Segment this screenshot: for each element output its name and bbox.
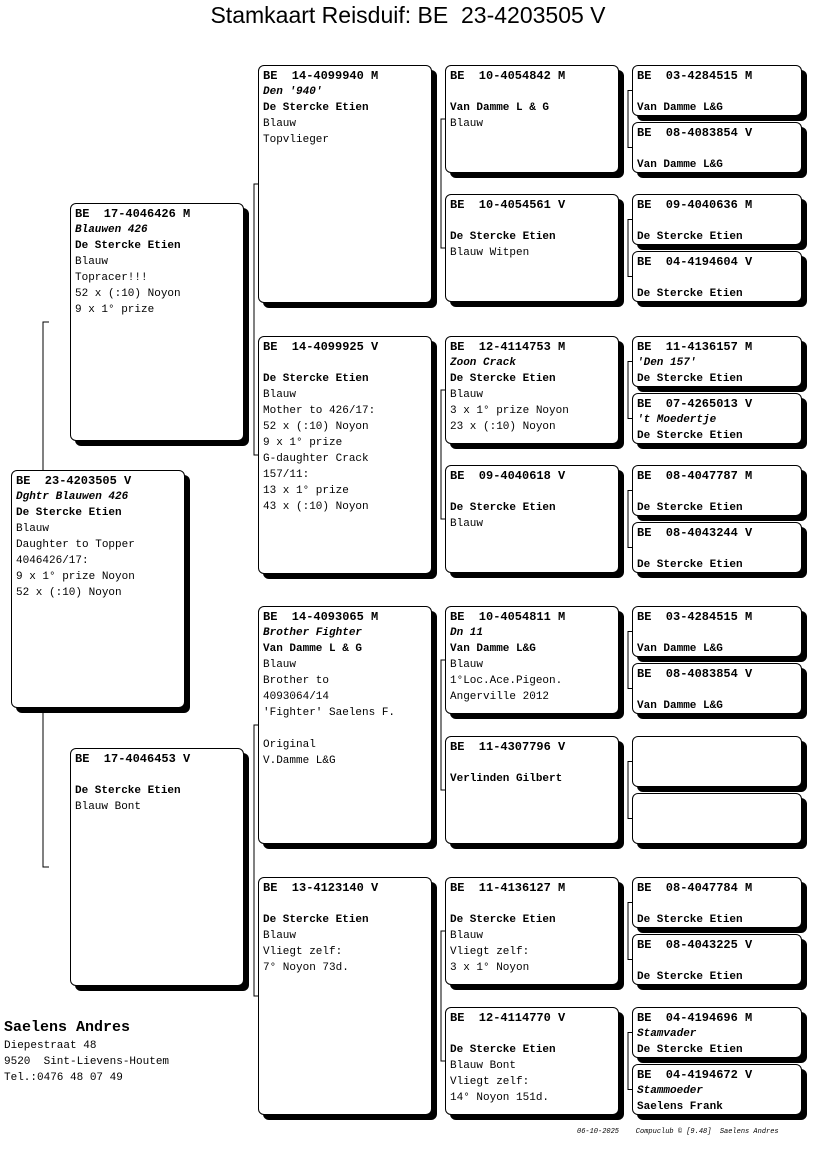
pigeon-name: 'Den 157' xyxy=(637,357,697,369)
info-line: 14° Noyon 151d. xyxy=(450,1092,550,1104)
pigeon-card-g16 xyxy=(632,1064,802,1115)
ring-number: BE 07-4265013 V xyxy=(637,397,753,411)
info-line: 52 x (:10) Noyon xyxy=(75,288,181,300)
pigeon-name: Stammoeder xyxy=(637,1085,704,1097)
info-line: Blauw xyxy=(450,930,484,942)
info-line: 13 x 1° prize xyxy=(263,485,349,497)
pigeon-name: Stamvader xyxy=(637,1028,697,1040)
info-line: Blauw xyxy=(16,523,50,535)
info-line: 4046426/17: xyxy=(16,555,89,567)
ring-number: BE 10-4054561 V xyxy=(450,198,566,212)
ring-number: BE 14-4099940 M xyxy=(263,69,379,83)
pigeon-card-g6 xyxy=(632,393,802,444)
pigeon-card-mmm xyxy=(445,1007,619,1115)
info-line: Blauw xyxy=(263,118,297,130)
info-line: Blauw Witpen xyxy=(450,247,530,259)
ring-number: BE 04-4194672 V xyxy=(637,1068,753,1082)
info-line: 52 x (:10) Noyon xyxy=(16,587,122,599)
info-line: G-daughter Crack xyxy=(263,453,369,465)
footer-credit: 06-10-2025 Compuclub © [9.48] Saelens Andres xyxy=(577,1128,779,1136)
breeder-name: De Stercke Etien xyxy=(263,102,369,114)
info-line: Blauw xyxy=(263,389,297,401)
ring-number: BE 04-4194696 M xyxy=(637,1011,753,1025)
info-line: 4093064/14 xyxy=(263,691,330,703)
info-line: Topvlieger xyxy=(263,134,330,146)
info-line: 9 x 1° prize xyxy=(75,304,155,316)
pigeon-card-g14 xyxy=(632,934,802,985)
info-line: Daughter to Topper xyxy=(16,539,135,551)
ring-number: BE 09-4040618 V xyxy=(450,469,566,483)
pigeon-card-mfm xyxy=(445,736,619,844)
info-line: 52 x (:10) Noyon xyxy=(263,421,369,433)
breeder-name: De Stercke Etien xyxy=(450,231,556,243)
pigeon-card-fmm xyxy=(445,465,619,573)
pigeon-card-g5 xyxy=(632,336,802,387)
spacer xyxy=(450,1026,614,1042)
spacer xyxy=(637,84,797,100)
pigeon-card-g12 xyxy=(632,793,802,844)
spacer xyxy=(263,896,427,912)
owner-name: Saelens Andres xyxy=(4,1019,131,1036)
breeder-name: De Stercke Etien xyxy=(75,240,181,252)
spacer xyxy=(450,755,614,771)
ring-number: BE 08-4047787 M xyxy=(637,469,753,483)
info-line: 43 x (:10) Noyon xyxy=(263,501,369,513)
spacer xyxy=(637,682,797,698)
breeder-name: De Stercke Etien xyxy=(450,502,556,514)
info-line: Blauw xyxy=(263,930,297,942)
pigeon-card-mother xyxy=(70,748,244,986)
ring-number: BE 10-4054842 M xyxy=(450,69,566,83)
info-line: Blauw xyxy=(263,659,297,671)
breeder-name: De Stercke Etien xyxy=(450,373,556,385)
ring-number: BE 14-4093065 M xyxy=(263,610,379,624)
pigeon-card-main xyxy=(11,470,185,708)
ring-number: BE 11-4136127 M xyxy=(450,881,566,895)
spacer xyxy=(450,896,614,912)
ring-number: BE 08-4083854 V xyxy=(637,126,753,140)
info-line: 3 x 1° Noyon xyxy=(450,962,530,974)
spacer xyxy=(637,270,797,286)
info-line: Original xyxy=(263,739,316,751)
info-line: Blauw xyxy=(450,389,484,401)
owner-phone: Tel.:0476 48 07 49 xyxy=(4,1072,123,1084)
spacer xyxy=(450,484,614,500)
spacer xyxy=(450,213,614,229)
pigeon-card-ffm xyxy=(445,194,619,302)
breeder-name: Van Damme L&G xyxy=(637,700,723,712)
spacer xyxy=(637,141,797,157)
breeder-name: De Stercke Etien xyxy=(637,430,743,442)
info-line: 9 x 1° prize Noyon xyxy=(16,571,135,583)
pigeon-card-g10 xyxy=(632,663,802,714)
info-line: Blauw Bont xyxy=(450,1060,517,1072)
info-line: Vliegt zelf: xyxy=(450,1076,530,1088)
ring-number xyxy=(637,796,797,812)
spacer xyxy=(637,625,797,641)
pigeon-name: Zoon Crack xyxy=(450,357,517,369)
info-line: 7° Noyon 73d. xyxy=(263,962,349,974)
pigeon-card-mmf xyxy=(445,877,619,985)
pigeon-card-fmf xyxy=(445,336,619,444)
pigeon-card-fm xyxy=(258,336,432,574)
info-line: Blauw xyxy=(450,118,484,130)
info-line: 157/11: xyxy=(263,469,310,481)
breeder-name: De Stercke Etien xyxy=(637,559,743,571)
pigeon-card-mm xyxy=(258,877,432,1115)
info-line xyxy=(263,721,427,737)
spacer xyxy=(637,213,797,229)
info-line: 9 x 1° prize xyxy=(263,437,343,449)
info-line: 1°Loc.Ace.Pigeon. xyxy=(450,675,563,687)
ring-number: BE 08-4043225 V xyxy=(637,938,753,952)
ring-number: BE 11-4307796 V xyxy=(450,740,566,754)
breeder-name: Saelens Frank xyxy=(637,1101,723,1113)
breeder-name: De Stercke Etien xyxy=(450,914,556,926)
pigeon-card-g8 xyxy=(632,522,802,573)
breeder-name: De Stercke Etien xyxy=(450,1044,556,1056)
pigeon-card-g15 xyxy=(632,1007,802,1058)
spacer xyxy=(263,355,427,371)
breeder-name: De Stercke Etien xyxy=(637,231,743,243)
spacer xyxy=(75,767,239,783)
info-line: Blauw xyxy=(75,256,109,268)
ring-number: BE 12-4114770 V xyxy=(450,1011,566,1025)
ring-number: BE 04-4194604 V xyxy=(637,255,753,269)
page-title: Stamkaart Reisduif: BE 23-4203505 V xyxy=(210,2,606,28)
pigeon-card-g3 xyxy=(632,194,802,245)
ring-number: BE 17-4046453 V xyxy=(75,752,191,766)
breeder-name: De Stercke Etien xyxy=(637,914,743,926)
breeder-name: De Stercke Etien xyxy=(637,288,743,300)
spacer xyxy=(637,484,797,500)
breeder-name: De Stercke Etien xyxy=(263,373,369,385)
breeder-name: Van Damme L&G xyxy=(450,643,536,655)
spacer xyxy=(637,541,797,557)
pigeon-card-g11 xyxy=(632,736,802,787)
pigeon-card-g7 xyxy=(632,465,802,516)
breeder-name: Van Damme L & G xyxy=(450,102,550,114)
breeder-name: Van Damme L&G xyxy=(637,102,723,114)
breeder-name: De Stercke Etien xyxy=(637,1044,743,1056)
ring-number: BE 14-4099925 V xyxy=(263,340,379,354)
ring-number: BE 03-4284515 M xyxy=(637,69,753,83)
info-line: Brother to xyxy=(263,675,330,687)
ring-number: BE 08-4043244 V xyxy=(637,526,753,540)
ring-number: BE 03-4284515 M xyxy=(637,610,753,624)
breeder-name: De Stercke Etien xyxy=(637,502,743,514)
pigeon-name: Brother Fighter xyxy=(263,627,363,639)
breeder-name: De Stercke Etien xyxy=(16,507,122,519)
spacer xyxy=(637,896,797,912)
pigeon-card-g4 xyxy=(632,251,802,302)
owner-block xyxy=(4,1018,169,1086)
breeder-name: Verlinden Gilbert xyxy=(450,773,563,785)
info-line: Topracer!!! xyxy=(75,272,148,284)
pigeon-card-g1 xyxy=(632,65,802,116)
info-line: Vliegt zelf: xyxy=(450,946,530,958)
ring-number: BE 10-4054811 M xyxy=(450,610,566,624)
ring-number xyxy=(637,739,797,755)
breeder-name: De Stercke Etien xyxy=(75,785,181,797)
pigeon-name: Dn 11 xyxy=(450,627,484,639)
ring-number: BE 11-4136157 M xyxy=(637,340,753,354)
breeder-name: De Stercke Etien xyxy=(263,914,369,926)
ring-number: BE 17-4046426 M xyxy=(75,207,191,221)
spacer xyxy=(637,953,797,969)
pigeon-name: 't Moedertje xyxy=(637,414,717,426)
info-line: Mother to 426/17: xyxy=(263,405,376,417)
breeder-name: De Stercke Etien xyxy=(637,971,743,983)
owner-city: 9520 Sint-Lievens-Houtem xyxy=(4,1056,170,1068)
ring-number: BE 13-4123140 V xyxy=(263,881,379,895)
breeder-name: Van Damme L&G xyxy=(637,643,723,655)
ring-number: BE 09-4040636 M xyxy=(637,198,753,212)
ring-number: BE 23-4203505 V xyxy=(16,474,132,488)
info-line: 'Fighter' Saelens F. xyxy=(263,707,396,719)
pigeon-name: Den '940' xyxy=(263,86,323,98)
breeder-name: Van Damme L&G xyxy=(637,159,723,171)
pigeon-card-ff xyxy=(258,65,432,303)
pigeon-name: Blauwen 426 xyxy=(75,224,148,236)
pigeon-card-g13 xyxy=(632,877,802,928)
spacer xyxy=(450,84,614,100)
info-line: Blauw Bont xyxy=(75,801,142,813)
breeder-name: Van Damme L & G xyxy=(263,643,363,655)
pigeon-card-g2 xyxy=(632,122,802,173)
ring-number: BE 08-4047784 M xyxy=(637,881,753,895)
info-line: V.Damme L&G xyxy=(263,755,336,767)
info-line: Vliegt zelf: xyxy=(263,946,343,958)
owner-street: Diepestraat 48 xyxy=(4,1040,97,1052)
pigeon-name: Dghtr Blauwen 426 xyxy=(16,491,129,503)
info-line: Angerville 2012 xyxy=(450,691,550,703)
pigeon-card-mf xyxy=(258,606,432,844)
info-line: 3 x 1° prize Noyon xyxy=(450,405,569,417)
ring-number: BE 08-4083854 V xyxy=(637,667,753,681)
pigeon-card-fff xyxy=(445,65,619,173)
ring-number: BE 12-4114753 M xyxy=(450,340,566,354)
breeder-name: De Stercke Etien xyxy=(637,373,743,385)
pigeon-card-g9 xyxy=(632,606,802,657)
pigeon-card-father xyxy=(70,203,244,441)
info-line: Blauw xyxy=(450,659,484,671)
pigeon-card-mff xyxy=(445,606,619,714)
info-line: 23 x (:10) Noyon xyxy=(450,421,556,433)
info-line: Blauw xyxy=(450,518,484,530)
